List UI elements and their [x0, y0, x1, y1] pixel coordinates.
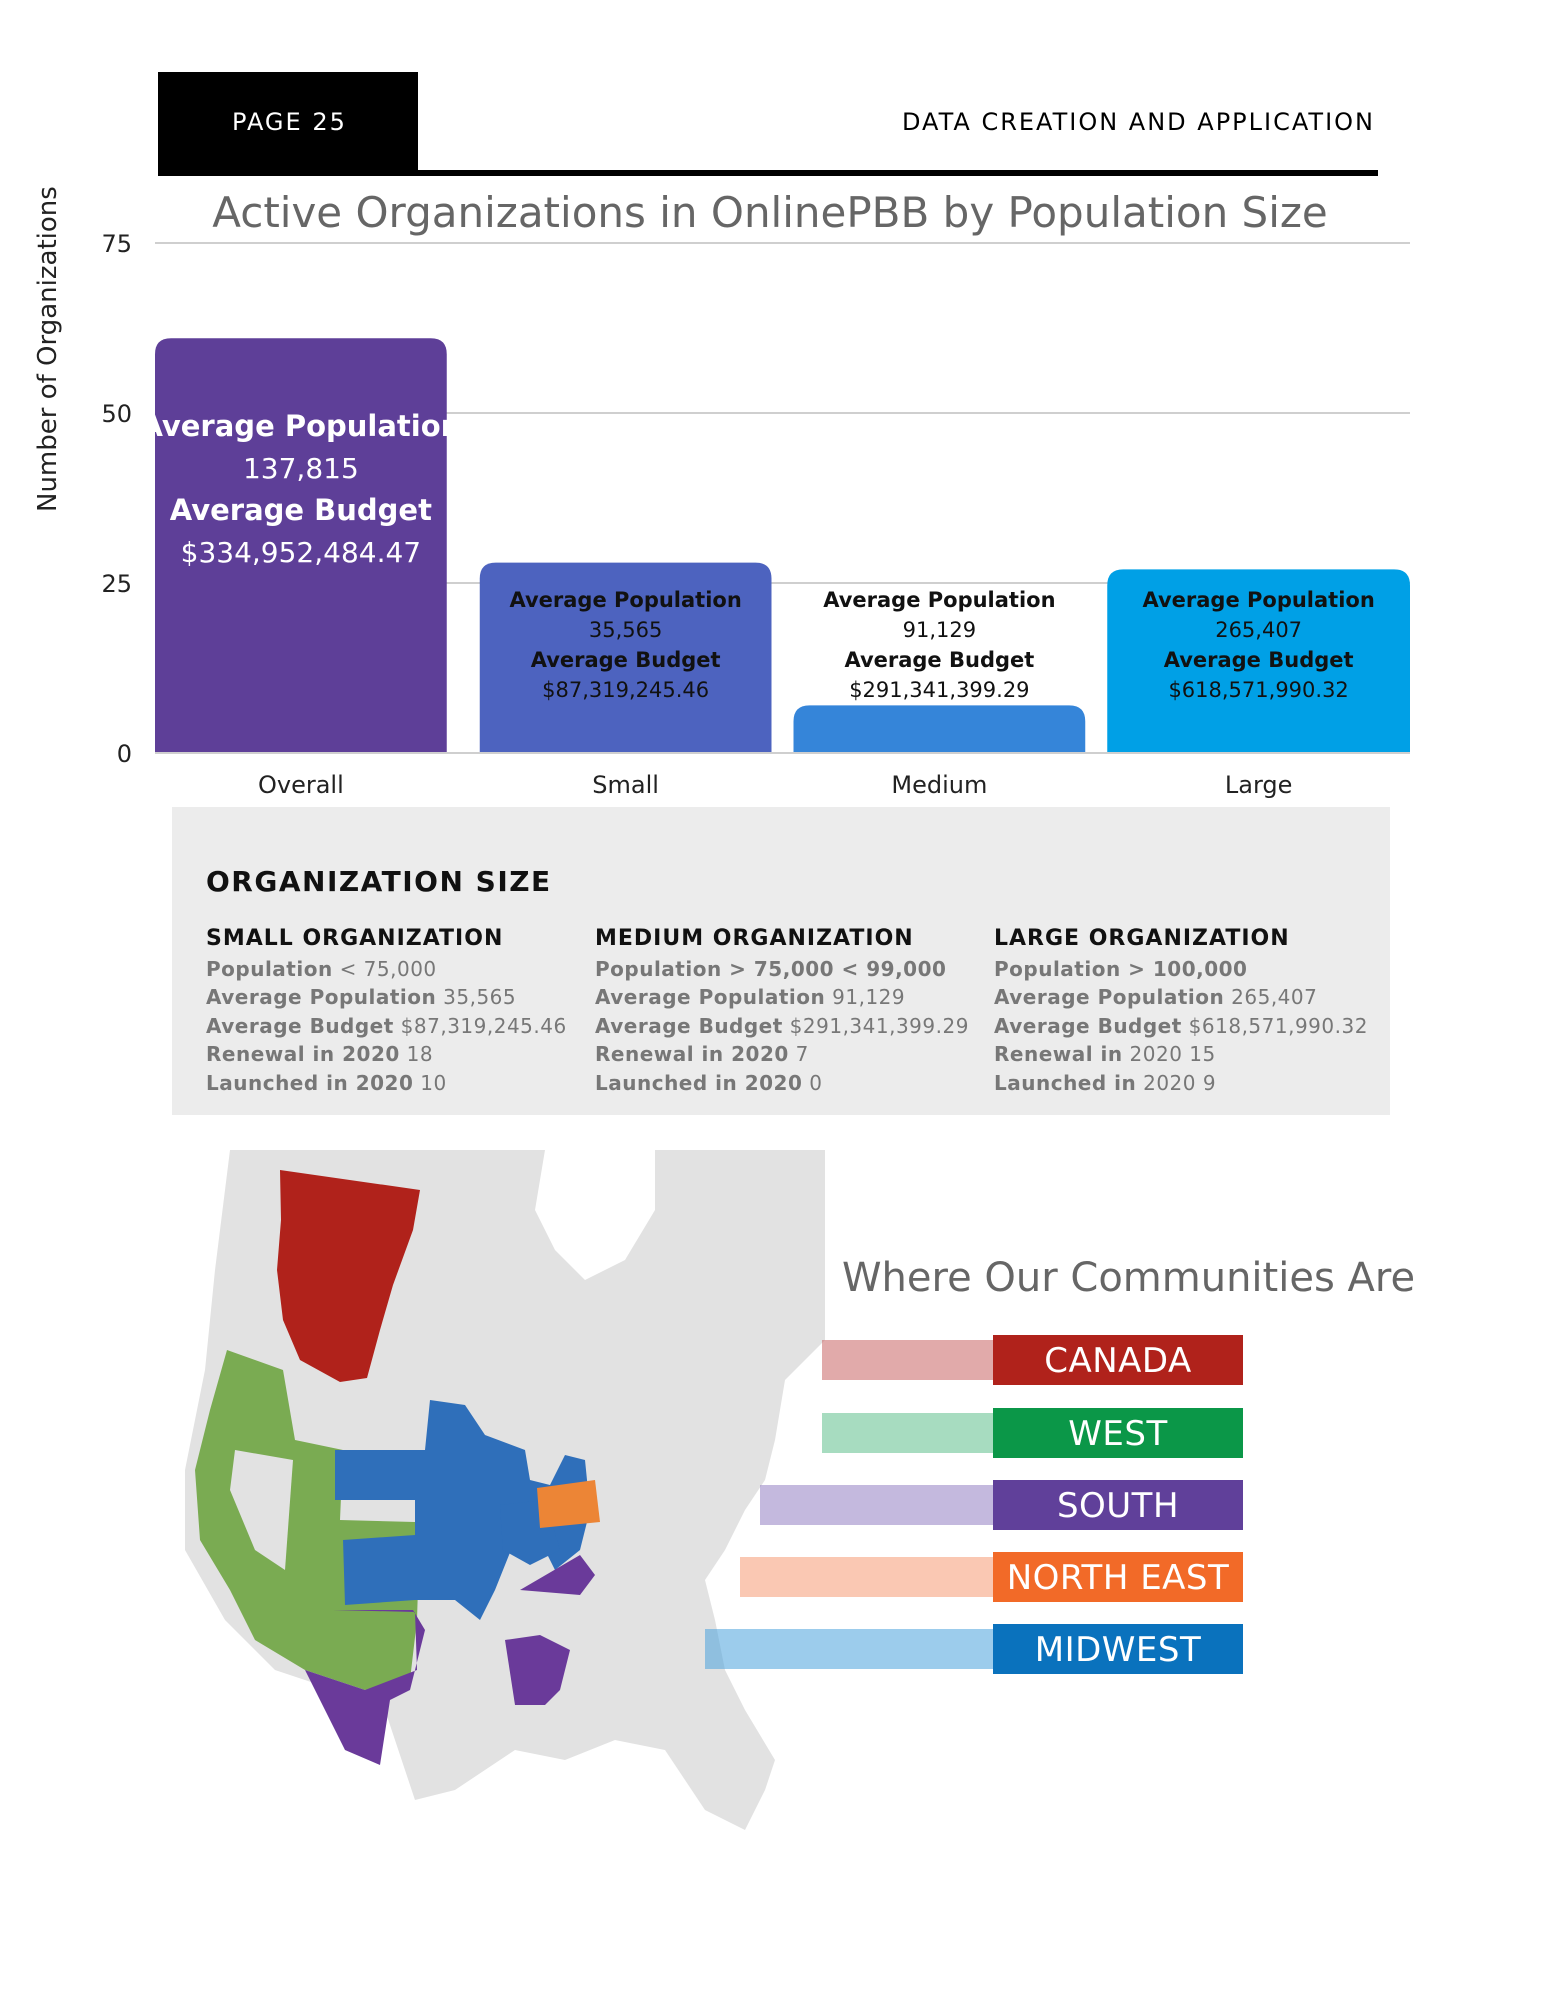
- annotation-budget-value: $87,319,245.46: [542, 678, 710, 702]
- x-tick-label: Large: [1224, 771, 1293, 799]
- region-connector-band: [705, 1629, 993, 1669]
- y-axis-label: Number of Organizations: [33, 186, 63, 512]
- x-tick-label: Small: [592, 771, 659, 799]
- large-org-title: LARGE ORGANIZATION: [994, 926, 1290, 951]
- annotation-population-label: Average Population: [823, 588, 1056, 612]
- large-org-avg-pop: Average Population 265,407: [994, 985, 1318, 1009]
- north-america-map: [185, 1150, 825, 1830]
- large-org-population: Population > 100,000: [994, 956, 1248, 981]
- small-organization-column: [206, 925, 567, 1097]
- map-northeast-pennsylvania: [537, 1480, 600, 1528]
- region-label-canada: CANADA: [993, 1335, 1243, 1385]
- small-org-launched: Launched in 2020 10: [206, 1070, 447, 1095]
- x-tick-label: Overall: [257, 771, 344, 799]
- annotation-budget-label: Average Budget: [844, 648, 1035, 672]
- region-connector-band: [822, 1340, 993, 1380]
- bar-chart: [0, 0, 1545, 800]
- chart-title: Active Organizations in OnlinePBB by Population Size: [212, 188, 1328, 237]
- annotation-budget-label: Average Budget: [530, 648, 721, 672]
- region-label-south: SOUTH: [993, 1480, 1243, 1530]
- medium-org-avg-budget: Average Budget $291,341,399.29: [595, 1013, 969, 1038]
- region-connector-band: [822, 1413, 993, 1453]
- x-tick-label: Medium: [891, 771, 988, 799]
- small-org-avg-pop: Average Population 35,565: [206, 985, 517, 1009]
- large-organization-column: [994, 925, 1368, 1097]
- annotation-population-value: 35,565: [588, 618, 663, 642]
- medium-org-population: Population > 75,000 < 99,000: [595, 956, 947, 981]
- region-connector-band: [740, 1557, 993, 1597]
- region-label-north-east: NORTH EAST: [993, 1552, 1243, 1602]
- annotation-budget-value: $291,341,399.29: [849, 678, 1030, 702]
- annotation-population-label: Average Population: [140, 409, 462, 443]
- y-tick-label: 25: [101, 570, 132, 598]
- small-org-population: Population < 75,000: [206, 956, 437, 981]
- y-tick-label: 50: [101, 400, 132, 428]
- region-label-midwest: MIDWEST: [993, 1624, 1243, 1674]
- annotation-population-label: Average Population: [509, 588, 742, 612]
- annotation-population-value: 137,815: [242, 452, 359, 485]
- medium-org-launched: Launched in 2020 0: [595, 1070, 823, 1095]
- region-connector-band: [760, 1485, 993, 1525]
- large-org-avg-budget: Average Budget $618,571,990.32: [994, 1013, 1368, 1038]
- medium-org-avg-pop: Average Population 91,129: [595, 985, 906, 1009]
- annotation-population-label: Average Population: [1142, 588, 1375, 612]
- bar: [794, 705, 1086, 753]
- large-org-renewal: Renewal in 2020 15: [994, 1042, 1216, 1066]
- small-org-renewal: Renewal in 2020 18: [206, 1042, 434, 1066]
- y-tick-label: 0: [116, 740, 132, 768]
- annotation-budget-label: Average Budget: [169, 493, 432, 527]
- page-number-label: PAGE 25: [232, 108, 347, 136]
- annotation-budget-label: Average Budget: [1163, 648, 1354, 672]
- medium-org-renewal: Renewal in 2020 7: [595, 1042, 809, 1066]
- region-label-west: WEST: [993, 1408, 1243, 1458]
- annotation-population-value: 265,407: [1215, 618, 1303, 642]
- small-org-avg-budget: Average Budget $87,319,245.46: [206, 1013, 567, 1038]
- map-title: Where Our Communities Are: [842, 1255, 1416, 1301]
- small-org-title: SMALL ORGANIZATION: [206, 926, 504, 951]
- organization-size-panel: [172, 807, 1390, 1115]
- medium-organization-column: [595, 925, 969, 1097]
- organization-size-heading: ORGANIZATION SIZE: [206, 865, 552, 898]
- large-org-launched: Launched in 2020 9: [994, 1070, 1217, 1095]
- medium-org-title: MEDIUM ORGANIZATION: [595, 926, 914, 951]
- annotation-population-value: 91,129: [902, 618, 977, 642]
- annotation-budget-value: $618,571,990.32: [1168, 678, 1349, 702]
- y-tick-label: 75: [101, 230, 132, 258]
- section-title: DATA CREATION AND APPLICATION: [901, 108, 1375, 136]
- annotation-budget-value: $334,952,484.47: [180, 536, 422, 569]
